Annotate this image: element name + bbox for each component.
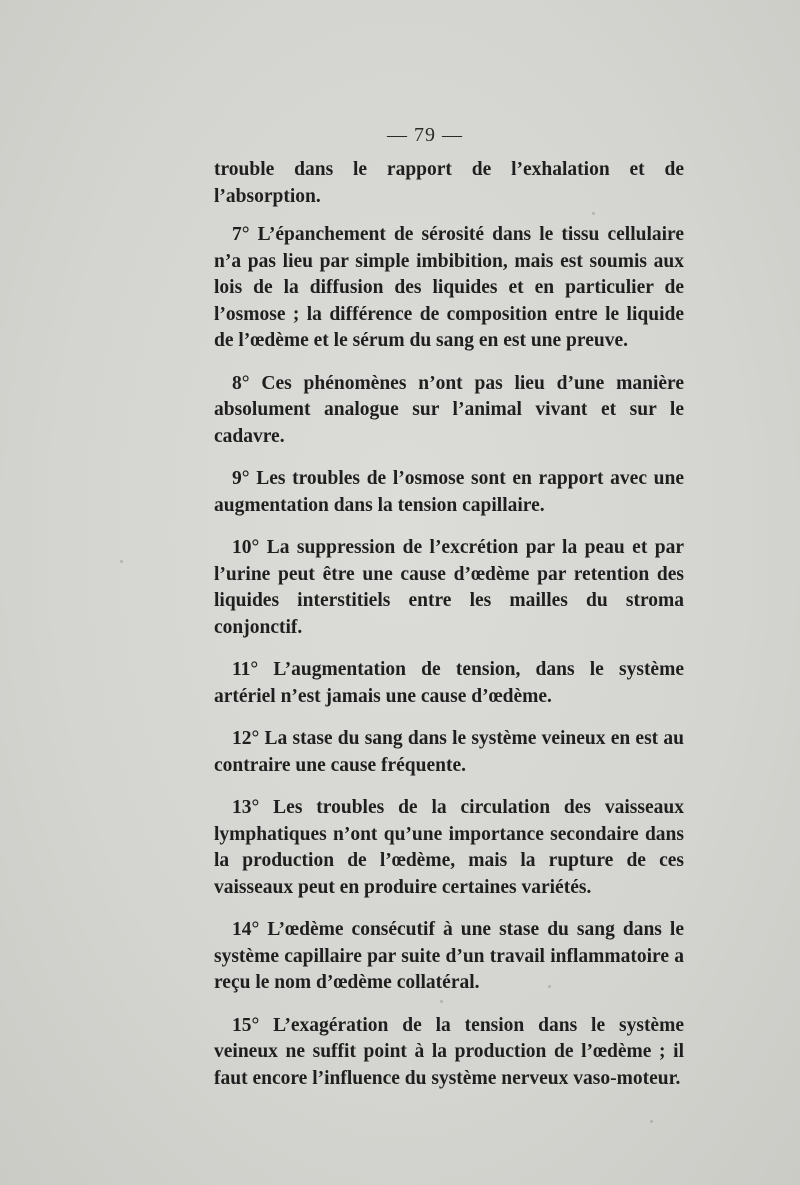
paper-speck xyxy=(440,1000,443,1003)
paper-speck xyxy=(548,985,551,988)
paragraph-item-10: 10° La suppression de l’excrétion par la peau et par l’urine peut être une cause d’œdème par retention des liquides interstitiels entre les mailles du stroma conjonctif. xyxy=(214,537,684,638)
paragraph-item-15: 15° L’exagération de la tension dans le système veineux ne suffit point à la production de l’œdème ; il faut encore l’influence du système nerveux vaso-moteur. xyxy=(214,1014,684,1089)
body-text xyxy=(214,157,684,1108)
paragraph-item-8: 8° Ces phénomènes n’ont pas lieu d’une manière absolument analogue sur l’animal vivant et sur le cadavre. xyxy=(214,372,684,447)
paper-speck xyxy=(592,212,595,215)
paper-speck xyxy=(650,1120,653,1123)
paragraph-item-11: 11° L’augmentation de tension, dans le système artériel n’est jamais une cause d’œdème. xyxy=(214,659,684,707)
page-number: — 79 — xyxy=(387,124,463,146)
paper-speck xyxy=(120,560,123,563)
paragraph-item-14: 14° L’œdème consécutif à une stase du sang dans le système capillaire par suite d’un travail inflammatoire a reçu le nom d’œdème collatéral. xyxy=(214,919,684,993)
paragraph-item-9: 9° Les troubles de l’osmose sont en rapport avec une augmentation dans la tension capillaire. xyxy=(214,468,684,516)
paragraph-item-7: 7° L’épanchement de sérosité dans le tissu cellulaire n’a pas lieu par simple imbibition, mais est soumis aux lois de la diffusion des liquides et en particulier de l’osmose ; la différence de composition entre le liquide de l’œdème et le sérum du sang en est une preuve. xyxy=(214,224,684,351)
paragraph-item-12: 12° La stase du sang dans le système veineux en est au contraire une cause fréquente. xyxy=(214,728,684,776)
paragraph-continuation: trouble dans le rapport de l’exhalation et de l’absorption. xyxy=(214,159,684,207)
paragraph-item-13: 13° Les troubles de la circulation des vaisseaux lymphatiques n’ont qu’une importance secondaire dans la production de l’œdème, mais la rupture de ces vaisseaux peut en produire certaines variétés. xyxy=(214,797,684,898)
